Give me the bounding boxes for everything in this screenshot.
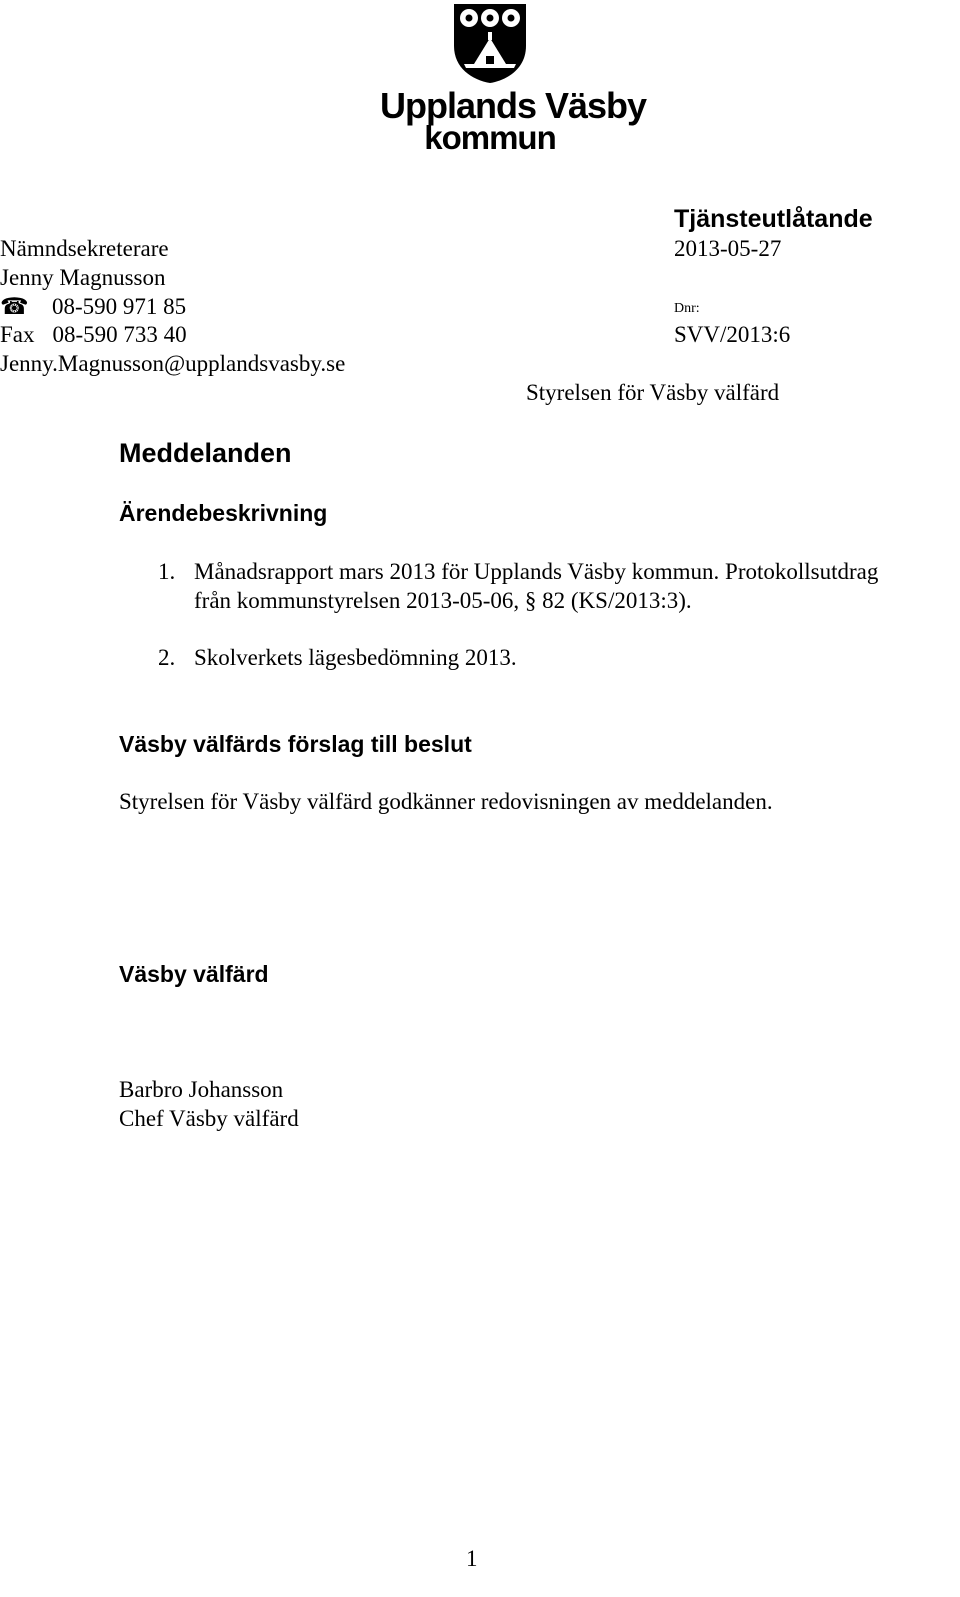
sender-name: Jenny Magnusson bbox=[0, 265, 166, 290]
sender-fax: 08-590 733 40 bbox=[52, 322, 187, 347]
list-item-number: 1. bbox=[158, 559, 176, 584]
signer-name: Barbro Johansson bbox=[119, 1077, 284, 1102]
dnr-label: Dnr: bbox=[674, 301, 700, 316]
organization-heading: Väsby välfärd bbox=[119, 961, 269, 987]
signer-title: Chef Väsby välfärd bbox=[119, 1106, 299, 1131]
list-item-line: från kommunstyrelsen 2013-05-06, § 82 (KS/2013:3). bbox=[194, 588, 692, 613]
list-item-number: 2. bbox=[158, 645, 176, 670]
municipality-logo bbox=[380, 2, 647, 158]
decision-text: Styrelsen för Väsby välfärd godkänner redovisningen av meddelanden. bbox=[119, 789, 773, 814]
section-heading-description: Ärendebeskrivning bbox=[119, 500, 328, 526]
document-date: 2013-05-27 bbox=[674, 236, 782, 261]
sender-phone: 08-590 971 85 bbox=[52, 294, 187, 319]
list-item-line: Skolverkets lägesbedömning 2013. bbox=[194, 645, 517, 670]
dnr-value: SVV/2013:6 bbox=[674, 322, 791, 347]
page-title: Meddelanden bbox=[119, 438, 292, 468]
sender-role: Nämndsekreterare bbox=[0, 236, 169, 261]
logo-line2: kommun bbox=[424, 119, 556, 156]
page-number: 1 bbox=[466, 1546, 478, 1571]
recipient: Styrelsen för Väsby välfärd bbox=[526, 380, 780, 405]
sender-email[interactable]: Jenny.Magnusson@upplandsvasby.se bbox=[0, 351, 346, 376]
telephone-icon: ☎ bbox=[0, 294, 29, 319]
coat-of-arms-icon bbox=[452, 2, 528, 84]
sender-phone-row bbox=[0, 292, 186, 321]
section-heading-proposal: Väsby välfärds förslag till beslut bbox=[119, 731, 472, 757]
logo-line1: Upplands Väsby bbox=[380, 85, 647, 126]
sender-fax-row bbox=[0, 320, 187, 349]
list-item-line: Månadsrapport mars 2013 för Upplands Väsby kommun. Protokollsutdrag bbox=[194, 559, 879, 584]
document-type: Tjänsteutlåtande bbox=[674, 205, 873, 233]
fax-label: Fax bbox=[0, 322, 35, 347]
